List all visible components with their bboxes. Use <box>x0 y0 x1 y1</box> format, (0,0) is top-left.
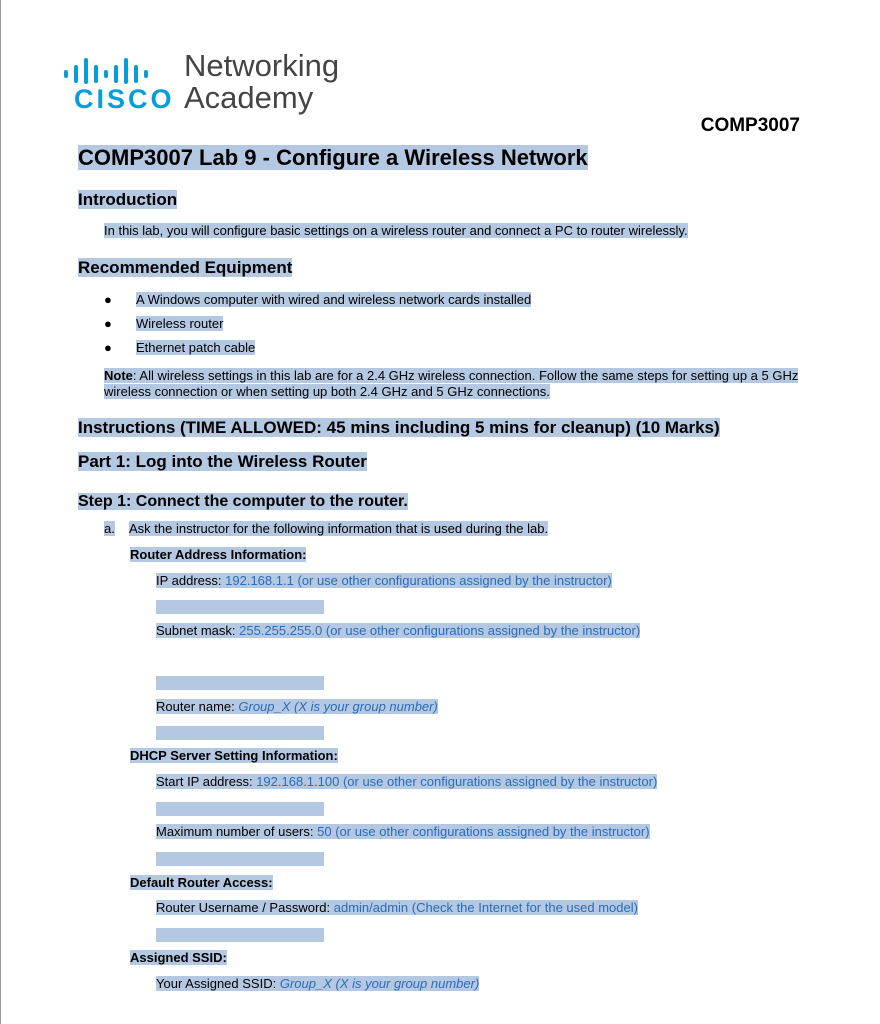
answer-blank <box>156 802 324 816</box>
logo-line-networking: Networking <box>184 48 340 83</box>
router-address-heading: Router Address Information: <box>130 547 307 562</box>
bullet-icon: ● <box>104 292 112 307</box>
part1-heading: Part 1: Log into the Wireless Router <box>78 452 367 471</box>
ssid-heading: Assigned SSID: <box>130 950 227 965</box>
page-edge <box>0 0 1 1024</box>
subnet-mask-line: Subnet mask: 255.255.255.0 (or use other configurations assigned by the instructor) <box>156 623 641 638</box>
cisco-bridge-icon <box>62 56 172 84</box>
answer-blank <box>156 852 324 866</box>
router-name-line: Router name: Group_X (X is your group number) <box>156 699 438 714</box>
max-users-line: Maximum number of users: 50 (or use other configurations assigned by the instructor) <box>156 824 650 839</box>
document-title: COMP3007 Lab 9 - Configure a Wireless Network <box>78 145 588 170</box>
cisco-networking-academy-logo <box>62 48 362 118</box>
instructions-heading: Instructions (TIME ALLOWED: 45 mins including 5 mins for cleanup) (10 Marks) <box>78 418 720 437</box>
document-page: CISCO Networking Academy COMP3007 COMP3007 Lab 9 - Configure a Wireless Network Introduction In this lab, you will configure basic settings on a wireless router and connect a PC to router wirelessly. Recommended Equipment ● A Windows computer with wired and wireless network cards installed ● Wireless router ● Ethernet patch cable Note: All wireless settings in this lab are for a 2.4 GHz wireless connection. Follow the same steps for setting up a 5 GHz wireless connection or when setting up both 2.4 GHz and 5 GHz connections. Instructions (TIME ALLOWED: 45 mins including 5 mins for cleanup) (10 Marks) Part 1: Log into the Wireless Router Step 1: Connect the computer to the router. a. Ask the instructor for the following information that is used during the lab. Router Address Information: IP address: 192.168.1.1 (or use other configurations assigned by the instructor) Subnet mask: 255.255.255.0 (or use other configurations assigned by the instructor) Router name: Group_X (X is your group number) DHCP Server Setting Information: Start IP address: 192.168.1.100 (or use other configurations assigned by the instructor) Maximum number of users: 50 (or use other configurations assigned by the instructor) Default Router Access: Router Username / Password: admin/admin (Check the Internet for the used model) Assigned SSID: Your Assigned SSID: Group_X (X is your group number) <box>0 0 880 1024</box>
introduction-heading: Introduction <box>78 190 178 209</box>
credentials-line: Router Username / Password: admin/admin (Check the Internet for the used model) <box>156 900 638 915</box>
answer-blank <box>156 928 324 942</box>
start-ip-line: Start IP address: 192.168.1.100 (or use other configurations assigned by the instructor) <box>156 774 658 789</box>
answer-blank <box>156 676 324 690</box>
ip-address-line: IP address: 192.168.1.1 (or use other configurations assigned by the instructor) <box>156 573 612 588</box>
equipment-heading: Recommended Equipment <box>78 258 293 277</box>
introduction-text: In this lab, you will configure basic settings on a wireless router and connect a PC to router wirelessly. <box>104 223 688 238</box>
note-paragraph: Note: All wireless settings in this lab are for a 2.4 GHz wireless connection. Follow the same steps for setting up a 5 GHz wireless connection or when setting up both 2.4 GHz and 5 GHz connections. <box>104 368 799 399</box>
answer-blank <box>156 600 324 614</box>
dhcp-heading: DHCP Server Setting Information: <box>130 748 338 763</box>
bullet-icon: ● <box>104 316 112 331</box>
cisco-wordmark: CISCO <box>74 84 175 114</box>
router-access-heading: Default Router Access: <box>130 875 273 890</box>
course-code: COMP3007 <box>700 115 800 136</box>
bullet-icon: ● <box>104 340 112 355</box>
ssid-line: Your Assigned SSID: Group_X (X is your group number) <box>156 976 480 991</box>
step1-heading: Step 1: Connect the computer to the router. <box>78 493 408 510</box>
answer-blank <box>156 726 324 740</box>
logo-line-academy: Academy <box>184 80 314 115</box>
